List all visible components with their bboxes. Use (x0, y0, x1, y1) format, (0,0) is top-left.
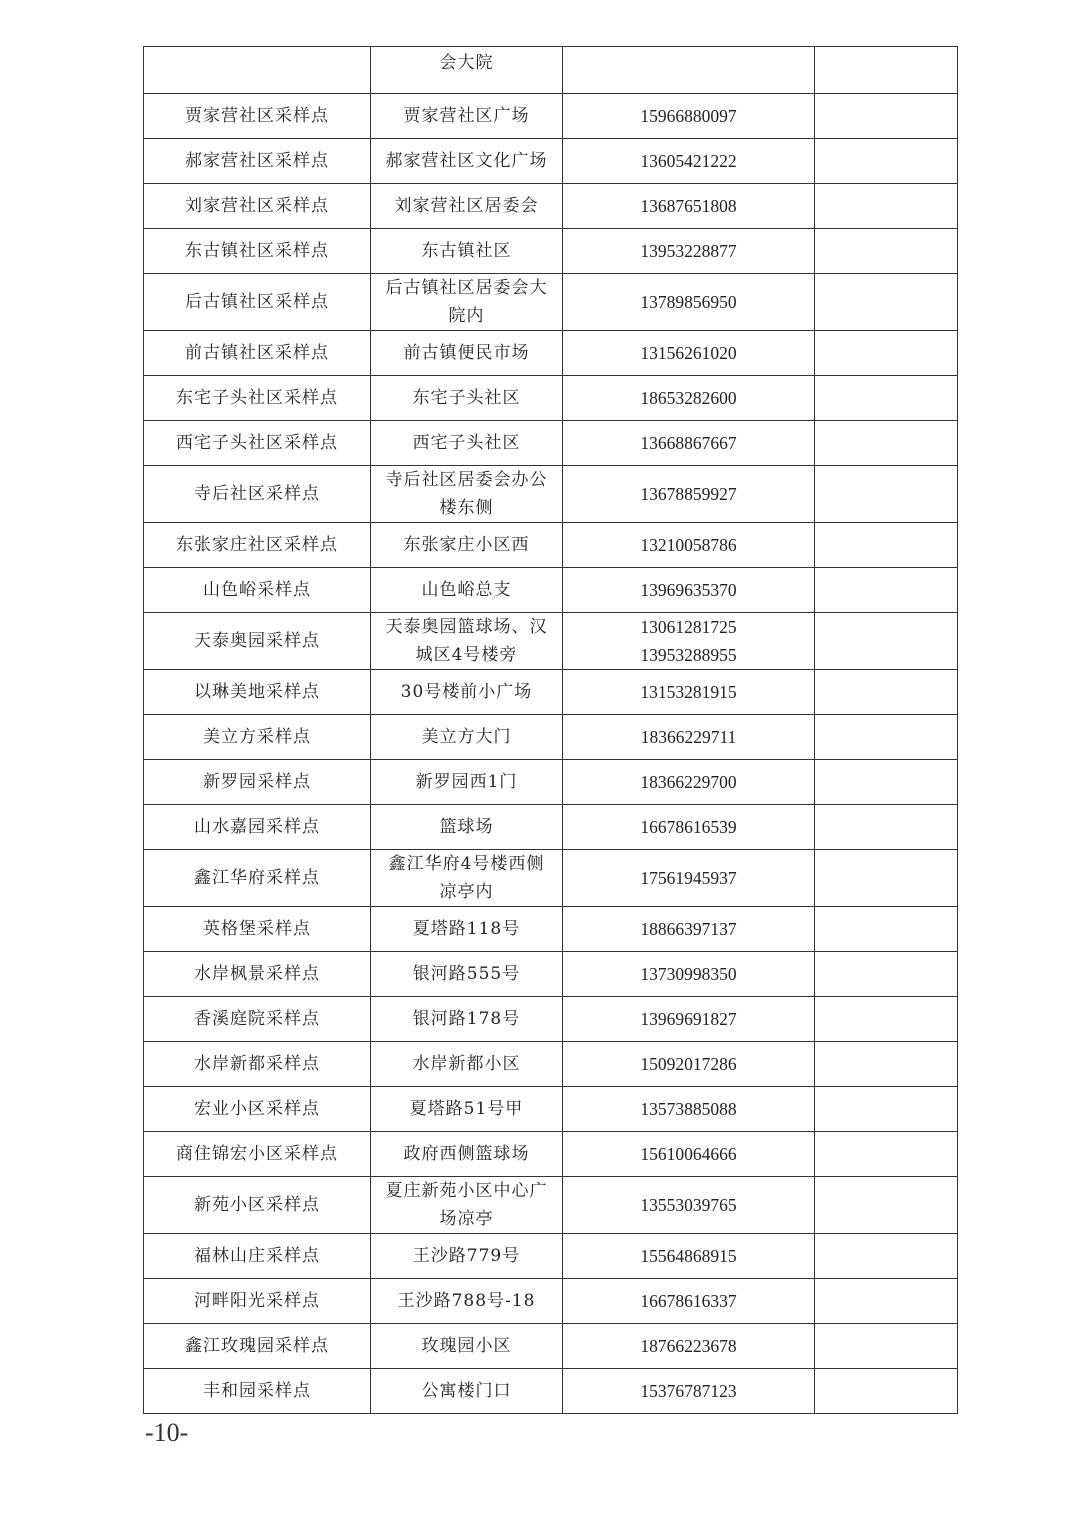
cell-location (371, 907, 563, 952)
cell-remark (815, 805, 958, 850)
cell-phone (563, 229, 815, 274)
cell-phone (563, 184, 815, 229)
cell-site-name: 英格堡采样点 (144, 907, 371, 952)
location-line: 玫瑰园小区 (421, 1336, 512, 1356)
phone-number: 18366229700 (640, 772, 737, 792)
cell-location (371, 229, 563, 274)
cell-remark (815, 184, 958, 229)
cell-phone (563, 376, 815, 421)
cell-phone (563, 1369, 815, 1414)
phone-number: 15610064666 (640, 1144, 737, 1164)
cell-site-name: 鑫江玫瑰园采样点 (144, 1324, 371, 1369)
table-row (144, 1324, 958, 1369)
location-line: 院内 (448, 306, 485, 326)
cell-site-name: 前古镇社区采样点 (144, 331, 371, 376)
location-line: 凉亭内 (439, 882, 494, 902)
table-row (144, 805, 958, 850)
cell-phone (563, 1087, 815, 1132)
location-line: 刘家营社区居委会 (394, 196, 539, 216)
cell-phone (563, 670, 815, 715)
cell-location (371, 421, 563, 466)
cell-location (371, 1234, 563, 1279)
phone-number: 13687651808 (640, 196, 737, 216)
cell-location (371, 139, 563, 184)
cell-site-name (144, 47, 371, 94)
cell-site-name: 新苑小区采样点 (144, 1177, 371, 1234)
cell-phone (563, 760, 815, 805)
cell-phone (563, 1042, 815, 1087)
cell-phone (563, 568, 815, 613)
cell-phone (563, 613, 815, 670)
cell-phone (563, 139, 815, 184)
table-row (144, 1279, 958, 1324)
table-row (144, 613, 958, 670)
cell-site-name: 福林山庄采样点 (144, 1234, 371, 1279)
location-line: 美立方大门 (421, 727, 512, 747)
cell-location (371, 613, 563, 670)
table-row (144, 760, 958, 805)
cell-phone (563, 94, 815, 139)
table-row (144, 229, 958, 274)
location-line: 寺后社区居委会办公 (385, 470, 548, 490)
cell-site-name: 东张家庄社区采样点 (144, 523, 371, 568)
cell-phone (563, 47, 815, 94)
table-row (144, 568, 958, 613)
location-line: 夏庄新苑小区中心广 (385, 1181, 548, 1201)
cell-location (371, 376, 563, 421)
location-line: 银河路178号 (412, 1009, 521, 1029)
cell-site-name: 宏业小区采样点 (144, 1087, 371, 1132)
cell-location (371, 1087, 563, 1132)
cell-site-name: 鑫江华府采样点 (144, 850, 371, 907)
location-line: 天泰奥园篮球场、汉 (385, 617, 548, 637)
sampling-points-table (143, 46, 958, 1414)
cell-remark (815, 907, 958, 952)
table-row (144, 1132, 958, 1177)
phone-number: 13953288955 (640, 645, 737, 665)
cell-phone (563, 952, 815, 997)
cell-remark (815, 1234, 958, 1279)
phone-number: 13668867667 (640, 433, 737, 453)
table-row (144, 1369, 958, 1414)
cell-site-name: 东古镇社区采样点 (144, 229, 371, 274)
cell-site-name: 商住锦宏小区采样点 (144, 1132, 371, 1177)
location-line: 郝家营社区文化广场 (385, 151, 548, 171)
table-row (144, 715, 958, 760)
phone-number: 13061281725 (640, 617, 737, 637)
location-line: 山色峪总支 (421, 580, 512, 600)
table-row (144, 466, 958, 523)
phone-number: 13678859927 (640, 484, 737, 504)
table-row (144, 139, 958, 184)
table-row (144, 274, 958, 331)
cell-remark (815, 1087, 958, 1132)
phone-number: 15376787123 (640, 1381, 737, 1401)
cell-location (371, 331, 563, 376)
cell-site-name: 山色峪采样点 (144, 568, 371, 613)
cell-remark (815, 94, 958, 139)
phone-number: 17561945937 (640, 868, 737, 888)
cell-location (371, 523, 563, 568)
table-row (144, 94, 958, 139)
cell-site-name: 郝家营社区采样点 (144, 139, 371, 184)
location-line: 王沙路779号 (412, 1246, 521, 1266)
cell-site-name: 天泰奥园采样点 (144, 613, 371, 670)
location-line: 贾家营社区广场 (403, 106, 530, 126)
location-line: 银河路555号 (412, 964, 521, 984)
location-line: 新罗园西1门 (415, 772, 518, 792)
cell-phone (563, 523, 815, 568)
phone-number: 13210058786 (640, 535, 737, 555)
cell-location (371, 1042, 563, 1087)
phone-number: 13789856950 (640, 292, 737, 312)
cell-remark (815, 523, 958, 568)
cell-remark (815, 613, 958, 670)
cell-site-name: 以琳美地采样点 (144, 670, 371, 715)
table-row (144, 1042, 958, 1087)
cell-location (371, 997, 563, 1042)
phone-number: 16678616337 (640, 1291, 737, 1311)
location-line: 楼东侧 (439, 498, 494, 518)
cell-location (371, 715, 563, 760)
phone-number: 13605421222 (640, 151, 737, 171)
cell-location (371, 1324, 563, 1369)
cell-remark (815, 568, 958, 613)
cell-phone (563, 1324, 815, 1369)
phone-number: 13573885088 (640, 1099, 737, 1119)
table-row (144, 1177, 958, 1234)
location-line: 场凉亭 (439, 1209, 494, 1229)
cell-site-name: 水岸新都采样点 (144, 1042, 371, 1087)
phone-number: 18866397137 (640, 919, 737, 939)
location-line: 鑫江华府4号楼西侧 (388, 854, 545, 874)
location-line: 前古镇便民市场 (403, 343, 530, 363)
cell-location (371, 952, 563, 997)
cell-remark (815, 1369, 958, 1414)
cell-location (371, 760, 563, 805)
location-line: 水岸新都小区 (412, 1054, 521, 1074)
cell-remark (815, 1132, 958, 1177)
location-line: 城区4号楼旁 (415, 645, 518, 665)
table-body (144, 47, 958, 1414)
location-line: 公寓楼门口 (421, 1381, 512, 1401)
cell-location (371, 274, 563, 331)
cell-remark (815, 421, 958, 466)
location-line: 政府西侧篮球场 (403, 1144, 530, 1164)
table-row (144, 184, 958, 229)
cell-phone (563, 1279, 815, 1324)
cell-site-name: 河畔阳光采样点 (144, 1279, 371, 1324)
cell-remark (815, 47, 958, 94)
location-line: 王沙路788号-18 (397, 1291, 536, 1311)
cell-site-name: 西宅子头社区采样点 (144, 421, 371, 466)
cell-location (371, 184, 563, 229)
page-number: -10- (145, 1418, 189, 1447)
phone-number: 18366229711 (640, 727, 737, 747)
cell-location (371, 805, 563, 850)
phone-number: 13969635370 (640, 580, 737, 600)
table-row (144, 331, 958, 376)
phone-number: 15092017286 (640, 1054, 737, 1074)
cell-phone (563, 466, 815, 523)
cell-phone (563, 1177, 815, 1234)
cell-remark (815, 376, 958, 421)
cell-site-name: 美立方采样点 (144, 715, 371, 760)
location-line: 西宅子头社区 (412, 433, 521, 453)
table-row (144, 376, 958, 421)
phone-number: 15966880097 (640, 106, 737, 126)
table-row (144, 907, 958, 952)
cell-remark (815, 331, 958, 376)
cell-site-name: 丰和园采样点 (144, 1369, 371, 1414)
cell-remark (815, 997, 958, 1042)
cell-phone (563, 715, 815, 760)
location-line: 东张家庄小区西 (403, 535, 530, 555)
cell-site-name: 后古镇社区采样点 (144, 274, 371, 331)
phone-number: 13156261020 (640, 343, 737, 363)
cell-location (371, 1132, 563, 1177)
table-row (144, 523, 958, 568)
phone-number: 13730998350 (640, 964, 737, 984)
cell-site-name: 山水嘉园采样点 (144, 805, 371, 850)
cell-location (371, 850, 563, 907)
cell-remark (815, 1279, 958, 1324)
phone-number: 13953228877 (640, 241, 737, 261)
cell-phone (563, 997, 815, 1042)
cell-phone (563, 274, 815, 331)
location-line: 30号楼前小广场 (400, 682, 533, 702)
cell-location (371, 466, 563, 523)
phone-number: 18653282600 (640, 388, 737, 408)
cell-remark (815, 1042, 958, 1087)
cell-phone (563, 1132, 815, 1177)
phone-number: 15564868915 (640, 1246, 737, 1266)
phone-number: 16678616539 (640, 817, 737, 837)
location-line: 东宅子头社区 (412, 388, 521, 408)
phone-number: 18766223678 (640, 1336, 737, 1356)
location-line: 后古镇社区居委会大 (385, 278, 548, 298)
table-row (144, 1087, 958, 1132)
cell-remark (815, 670, 958, 715)
cell-location: 会大院 (371, 47, 563, 94)
table-row-continued (144, 47, 958, 94)
phone-number: 13969691827 (640, 1009, 737, 1029)
cell-phone (563, 331, 815, 376)
table-row (144, 952, 958, 997)
cell-site-name: 新罗园采样点 (144, 760, 371, 805)
cell-remark (815, 715, 958, 760)
location-line: 夏塔路51号甲 (409, 1099, 524, 1119)
cell-site-name: 寺后社区采样点 (144, 466, 371, 523)
cell-remark (815, 1177, 958, 1234)
phone-number: 13153281915 (640, 682, 737, 702)
cell-phone (563, 907, 815, 952)
cell-location (371, 568, 563, 613)
cell-site-name: 水岸枫景采样点 (144, 952, 371, 997)
cell-remark (815, 1324, 958, 1369)
location-line: 东古镇社区 (421, 241, 512, 261)
table-row (144, 1234, 958, 1279)
table-row (144, 670, 958, 715)
cell-phone (563, 805, 815, 850)
cell-remark (815, 139, 958, 184)
cell-location (371, 1177, 563, 1234)
cell-location (371, 1279, 563, 1324)
phone-number: 13553039765 (640, 1195, 737, 1215)
cell-phone (563, 1234, 815, 1279)
cell-remark (815, 850, 958, 907)
cell-remark (815, 952, 958, 997)
table-row (144, 997, 958, 1042)
cell-site-name: 香溪庭院采样点 (144, 997, 371, 1042)
location-line: 篮球场 (439, 817, 494, 837)
cell-site-name: 刘家营社区采样点 (144, 184, 371, 229)
cell-phone (563, 850, 815, 907)
cell-location (371, 1369, 563, 1414)
table-row (144, 421, 958, 466)
cell-remark (815, 274, 958, 331)
table-row (144, 850, 958, 907)
cell-phone (563, 421, 815, 466)
cell-site-name: 东宅子头社区采样点 (144, 376, 371, 421)
cell-remark (815, 229, 958, 274)
cell-remark (815, 760, 958, 805)
cell-location (371, 94, 563, 139)
location-line: 夏塔路118号 (412, 919, 521, 939)
cell-remark (815, 466, 958, 523)
cell-site-name: 贾家营社区采样点 (144, 94, 371, 139)
cell-location (371, 670, 563, 715)
